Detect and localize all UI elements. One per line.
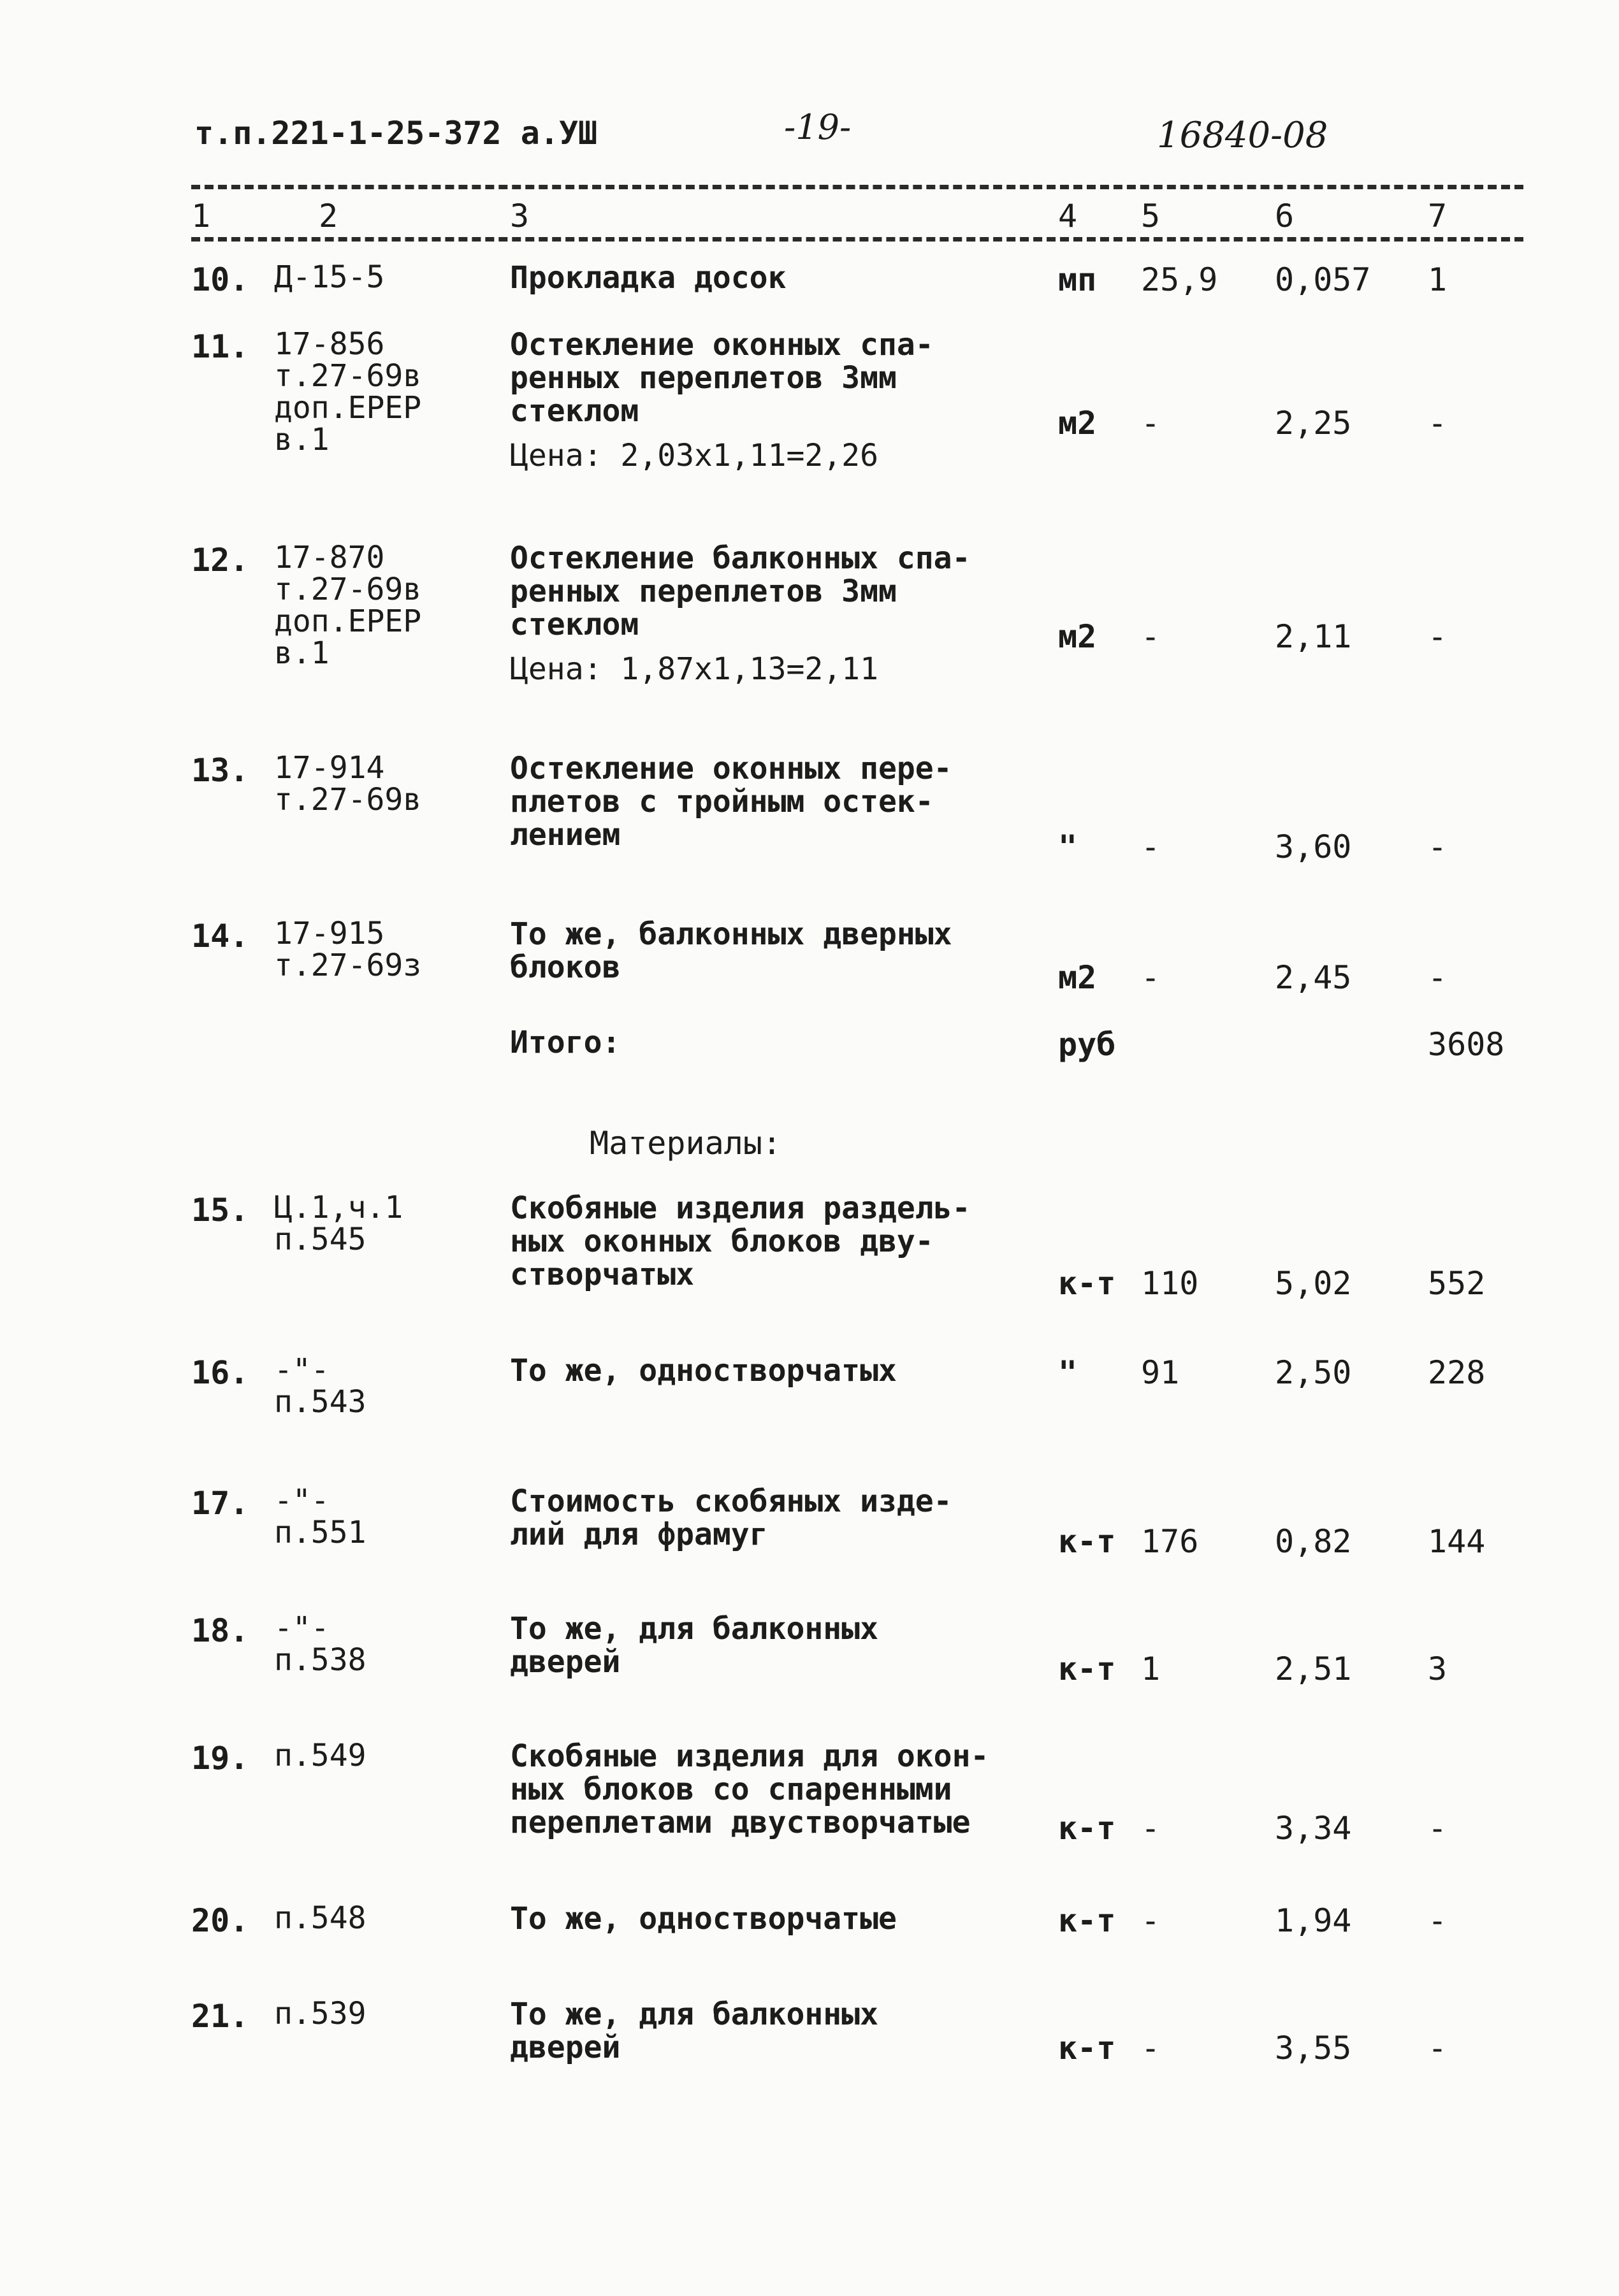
row-code-line: в.1 — [274, 422, 330, 458]
page-number: -19- — [784, 107, 852, 147]
row-code-line: Д-15-5 — [274, 259, 385, 295]
row-unit: к-т — [1058, 1810, 1116, 1847]
row-rate: 3,60 — [1275, 828, 1352, 865]
row-number: 17. — [191, 1485, 249, 1522]
row-quantity: - — [1141, 828, 1161, 865]
row-quantity: 176 — [1141, 1523, 1199, 1560]
row-rate: 5,02 — [1275, 1265, 1352, 1302]
row-rate: 2,50 — [1275, 1354, 1352, 1391]
row-code-line: -"- — [274, 1483, 330, 1519]
row-rate: 2,11 — [1275, 618, 1352, 655]
row-number: 18. — [191, 1612, 249, 1649]
row-code-line: -"- — [274, 1352, 330, 1388]
row-rate: 1,94 — [1275, 1902, 1352, 1939]
row-code-line: п.549 — [274, 1738, 367, 1773]
row-description-line: ренных переплетов 3мм — [510, 360, 897, 396]
row-unit: к-т — [1058, 2030, 1116, 2067]
row-unit: к-т — [1058, 1902, 1116, 1939]
row-description-line: ных оконных блоков дву- — [510, 1224, 934, 1259]
row-unit: к-т — [1058, 1265, 1116, 1302]
row-unit: м2 — [1058, 405, 1097, 442]
row-description-line: Остекление оконных пере- — [510, 751, 952, 786]
row-unit: " — [1058, 1354, 1078, 1391]
column-header-4: 4 — [1058, 198, 1078, 235]
row-total: - — [1428, 959, 1448, 996]
row-rate: 2,51 — [1275, 1650, 1352, 1687]
row-description — [510, 1026, 1084, 1059]
header-rule-top — [191, 185, 1523, 189]
row-code-line: Ц.1,ч.1 — [274, 1190, 403, 1225]
row-quantity: 110 — [1141, 1265, 1199, 1302]
row-number: 20. — [191, 1902, 249, 1939]
row-description — [510, 1902, 1084, 1935]
row-description — [510, 542, 1084, 686]
row-description-line: Итого: — [510, 1025, 621, 1060]
row-description-line: Остекление оконных спа- — [510, 327, 934, 363]
row-number: 15. — [191, 1192, 249, 1229]
row-description — [510, 1485, 1084, 1551]
row-code-line: п.551 — [274, 1515, 367, 1550]
row-description-line: стеклом — [510, 393, 639, 429]
row-code-line: т.27-69в — [274, 572, 422, 607]
row-total: - — [1428, 828, 1448, 865]
row-total: - — [1428, 1902, 1448, 1939]
row-total: - — [1428, 1810, 1448, 1847]
row-price-note: Цена: 2,03х1,11=2,26 — [510, 438, 878, 473]
column-header-2: 2 — [319, 198, 338, 235]
row-description-line: Скобяные изделия раздель- — [510, 1190, 971, 1226]
row-quantity: - — [1141, 959, 1161, 996]
row-description-line: ных блоков со спаренными — [510, 1772, 952, 1807]
row-quantity: - — [1141, 2030, 1161, 2067]
row-description — [510, 752, 1084, 851]
row-description — [510, 1192, 1084, 1291]
row-code — [274, 1612, 367, 1676]
row-quantity: - — [1141, 1902, 1161, 1939]
column-header-7: 7 — [1428, 198, 1448, 235]
row-code — [274, 1740, 367, 1772]
column-header-5: 5 — [1141, 198, 1161, 235]
row-description-line: стеклом — [510, 607, 639, 642]
row-description-line: лением — [510, 817, 621, 853]
row-unit: к-т — [1058, 1523, 1116, 1560]
row-code-line: 17-915 — [274, 916, 385, 951]
row-rate: 3,55 — [1275, 2030, 1352, 2067]
row-number: 16. — [191, 1354, 249, 1391]
row-description-line: Стоимость скобяных изде- — [510, 1484, 952, 1519]
section-title: Материалы: — [590, 1125, 782, 1162]
row-price-note: Цена: 1,87х1,13=2,11 — [510, 651, 878, 687]
row-total: - — [1428, 2030, 1448, 2067]
row-quantity: 25,9 — [1141, 261, 1218, 298]
row-total: - — [1428, 618, 1448, 655]
row-quantity: 91 — [1141, 1354, 1180, 1391]
row-number: 19. — [191, 1740, 249, 1777]
row-description — [510, 328, 1084, 472]
row-code — [274, 752, 421, 816]
row-quantity: - — [1141, 405, 1161, 442]
row-code — [274, 1902, 367, 1934]
row-unit: к-т — [1058, 1650, 1116, 1687]
row-description-line: ренных переплетов 3мм — [510, 574, 897, 609]
row-description-line: То же, одностворчатых — [510, 1353, 897, 1389]
row-description-line: блоков — [510, 949, 621, 985]
row-code — [274, 328, 421, 456]
row-rate: 0,057 — [1275, 261, 1371, 298]
row-rate: 2,25 — [1275, 405, 1352, 442]
row-code-line: п.539 — [274, 1996, 367, 2032]
row-description-line: лий для фрамуг — [510, 1517, 768, 1552]
row-code — [274, 542, 421, 669]
row-code-line: в.1 — [274, 635, 330, 671]
row-quantity: - — [1141, 1810, 1161, 1847]
row-code-line: т.27-69в — [274, 358, 422, 394]
header-rule-bottom — [191, 237, 1523, 242]
row-number: 21. — [191, 1998, 249, 2035]
row-number: 12. — [191, 542, 249, 579]
row-total: - — [1428, 405, 1448, 442]
row-description-line: То же, для балконных — [510, 1996, 878, 2032]
row-number: 13. — [191, 752, 249, 789]
row-code-line: 17-914 — [274, 750, 385, 786]
row-code-line: т.27-69в — [274, 782, 422, 818]
row-code-line: -"- — [274, 1610, 330, 1646]
document-code: т.п.221-1-25-372 а.УШ — [194, 115, 598, 152]
row-code-line: доп.ЕРЕР — [274, 390, 422, 426]
row-rate: 0,82 — [1275, 1523, 1352, 1560]
row-unit: мп — [1058, 261, 1097, 298]
row-unit: руб — [1058, 1026, 1116, 1063]
row-number: 10. — [191, 261, 249, 298]
row-description — [510, 1740, 1084, 1839]
row-rate: 3,34 — [1275, 1810, 1352, 1847]
row-code — [274, 1354, 367, 1418]
row-code — [274, 1998, 367, 2030]
row-description-line: То же, балконных дверных — [510, 916, 952, 952]
row-code — [274, 1485, 367, 1549]
row-total: 3 — [1428, 1650, 1448, 1687]
column-header-1: 1 — [191, 198, 211, 235]
row-number: 14. — [191, 918, 249, 955]
row-number: 11. — [191, 328, 249, 365]
row-total: 144 — [1428, 1523, 1486, 1560]
row-code-line: 17-856 — [274, 326, 385, 362]
row-description-line: дверей — [510, 2030, 621, 2065]
row-description-line: дверей — [510, 1644, 621, 1680]
row-description — [510, 261, 1084, 294]
row-description — [510, 918, 1084, 984]
column-header-3: 3 — [510, 198, 530, 235]
row-code-line: 17-870 — [274, 540, 385, 575]
row-quantity: 1 — [1141, 1650, 1161, 1687]
row-code — [274, 261, 384, 293]
row-code-line: п.543 — [274, 1384, 367, 1420]
row-description-line: Скобяные изделия для окон- — [510, 1738, 989, 1774]
row-description — [510, 1998, 1084, 2064]
column-header-6: 6 — [1275, 198, 1295, 235]
row-quantity: - — [1141, 618, 1161, 655]
row-description-line: переплетами двустворчатые — [510, 1805, 971, 1840]
row-description-line: плетов с тройным остек- — [510, 784, 934, 819]
row-description-line: створчатых — [510, 1257, 694, 1292]
row-unit: м2 — [1058, 959, 1097, 996]
row-description — [510, 1354, 1084, 1387]
row-description — [510, 1612, 1084, 1679]
row-unit: " — [1058, 828, 1078, 865]
document-number: 16840-08 — [1157, 115, 1328, 156]
row-unit: м2 — [1058, 618, 1097, 655]
row-total: 552 — [1428, 1265, 1486, 1302]
row-rate: 2,45 — [1275, 959, 1352, 996]
row-code-line: п.538 — [274, 1642, 367, 1678]
row-total: 1 — [1428, 261, 1448, 298]
row-code-line: доп.ЕРЕР — [274, 603, 422, 639]
row-description-line: То же, одностворчатые — [510, 1901, 897, 1937]
row-code-line: т.27-69з — [274, 948, 422, 983]
row-code — [274, 1192, 403, 1255]
row-description-line: Прокладка досок — [510, 260, 787, 296]
row-total: 3608 — [1428, 1026, 1505, 1063]
row-code — [274, 918, 421, 981]
row-total: 228 — [1428, 1354, 1486, 1391]
row-code-line: п.545 — [274, 1222, 367, 1257]
row-code-line: п.548 — [274, 1900, 367, 1936]
row-description-line: Остекление балконных спа- — [510, 540, 971, 576]
row-description-line: То же, для балконных — [510, 1611, 878, 1647]
